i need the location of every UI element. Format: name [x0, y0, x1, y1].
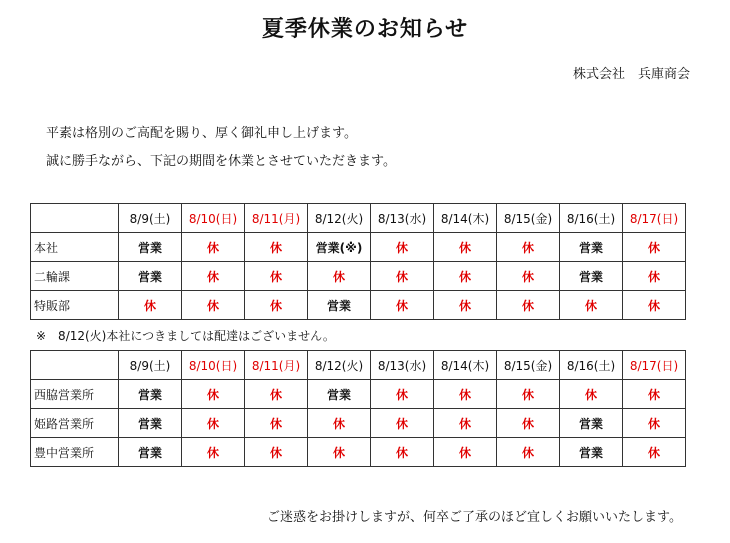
location-name: 特販部 [31, 291, 119, 320]
status-cell: 営業 [560, 233, 623, 262]
date-header-cell: 8/15(金) [497, 351, 560, 380]
page-title: 夏季休業のお知らせ [261, 17, 469, 42]
status-cell: 休 [497, 438, 560, 467]
status-cell: 休 [623, 291, 686, 320]
table-row [31, 380, 686, 409]
status-cell: 休 [245, 380, 308, 409]
location-name: 西脇営業所 [31, 380, 119, 409]
status-cell: 営業 [119, 409, 182, 438]
date-header-cell: 8/11(月) [245, 204, 308, 233]
status-cell: 休 [434, 438, 497, 467]
status-cell: 営業(※) [308, 233, 371, 262]
date-header-cell: 8/16(土) [560, 351, 623, 380]
status-cell: 休 [308, 262, 371, 291]
status-cell: 休 [371, 380, 434, 409]
status-cell: 休 [497, 409, 560, 438]
status-cell: 休 [182, 262, 245, 291]
date-header-cell: 8/17(日) [623, 351, 686, 380]
status-cell: 休 [623, 438, 686, 467]
status-cell: 休 [434, 233, 497, 262]
date-header-cell: 8/13(水) [371, 351, 434, 380]
date-header-cell: 8/12(火) [308, 351, 371, 380]
status-cell: 休 [497, 233, 560, 262]
corner-cell [31, 204, 119, 233]
status-cell: 休 [119, 291, 182, 320]
status-cell: 営業 [119, 233, 182, 262]
status-cell: 休 [371, 262, 434, 291]
date-header-cell: 8/15(金) [497, 204, 560, 233]
status-cell: 営業 [560, 438, 623, 467]
table-row [31, 438, 686, 467]
status-cell: 休 [182, 438, 245, 467]
table-row [31, 233, 686, 262]
status-cell: 休 [308, 438, 371, 467]
location-name: 本社 [31, 233, 119, 262]
location-name: 姫路営業所 [31, 409, 119, 438]
schedule-table-head-office [30, 203, 686, 320]
date-header-cell: 8/10(日) [182, 204, 245, 233]
closing-message: ご迷惑をお掛けしますが、何卒ご了承のほど宜しくお願いいたします。 [267, 510, 682, 525]
status-cell: 休 [560, 291, 623, 320]
status-cell: 休 [182, 380, 245, 409]
status-cell: 休 [434, 291, 497, 320]
status-cell: 休 [371, 291, 434, 320]
date-header-cell: 8/14(木) [434, 351, 497, 380]
status-cell: 休 [623, 380, 686, 409]
status-cell: 休 [371, 438, 434, 467]
delivery-note: ※ 8/12(火)本社につきましては配達はございません。 [36, 329, 335, 343]
status-cell: 営業 [119, 380, 182, 409]
date-header-cell: 8/13(水) [371, 204, 434, 233]
status-cell: 休 [434, 262, 497, 291]
intro-line-2: 誠に勝手ながら、下記の期間を休業とさせていただきます。 [46, 154, 396, 169]
company-name: 株式会社 兵庫商会 [572, 67, 690, 82]
status-cell: 休 [245, 409, 308, 438]
table-row [31, 409, 686, 438]
status-cell: 休 [371, 233, 434, 262]
date-header-cell: 8/9(土) [119, 204, 182, 233]
table-row [31, 291, 686, 320]
status-cell: 営業 [308, 291, 371, 320]
status-cell: 休 [623, 262, 686, 291]
date-header-cell: 8/10(日) [182, 351, 245, 380]
status-cell: 休 [560, 380, 623, 409]
date-header-cell: 8/14(木) [434, 204, 497, 233]
date-header-cell: 8/17(日) [623, 204, 686, 233]
schedule-table-branch-offices [30, 350, 686, 467]
status-cell: 休 [308, 409, 371, 438]
status-cell: 休 [182, 291, 245, 320]
status-cell: 休 [371, 409, 434, 438]
status-cell: 休 [182, 233, 245, 262]
date-header-cell: 8/11(月) [245, 351, 308, 380]
intro-line-1: 平素は格別のご高配を賜り、厚く御礼申し上げます。 [46, 126, 357, 141]
status-cell: 休 [182, 409, 245, 438]
status-cell: 休 [434, 380, 497, 409]
status-cell: 営業 [308, 380, 371, 409]
date-header-row [31, 204, 686, 233]
status-cell: 休 [497, 291, 560, 320]
status-cell: 休 [497, 262, 560, 291]
date-header-cell: 8/16(土) [560, 204, 623, 233]
status-cell: 休 [623, 409, 686, 438]
date-header-cell: 8/9(土) [119, 351, 182, 380]
date-header-cell: 8/12(火) [308, 204, 371, 233]
status-cell: 休 [497, 380, 560, 409]
status-cell: 休 [245, 438, 308, 467]
status-cell: 休 [245, 262, 308, 291]
status-cell: 営業 [560, 409, 623, 438]
date-header-row [31, 351, 686, 380]
status-cell: 休 [623, 233, 686, 262]
location-name: 豊中営業所 [31, 438, 119, 467]
status-cell: 営業 [119, 262, 182, 291]
location-name: 二輪課 [31, 262, 119, 291]
status-cell: 休 [245, 291, 308, 320]
status-cell: 休 [245, 233, 308, 262]
status-cell: 休 [434, 409, 497, 438]
status-cell: 営業 [560, 262, 623, 291]
corner-cell [31, 351, 119, 380]
status-cell: 営業 [119, 438, 182, 467]
table-row [31, 262, 686, 291]
